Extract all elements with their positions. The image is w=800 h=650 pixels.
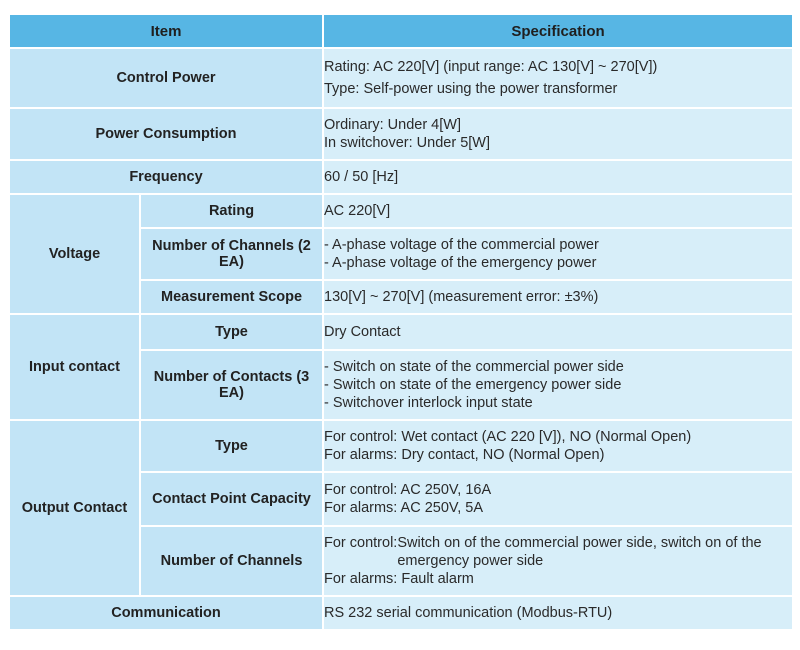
control-power-value: [323, 48, 793, 108]
output-channels-control-text: [397, 534, 792, 570]
power-consumption-switchover: In switchover: Under 5[W]: [324, 135, 490, 151]
contact-capacity-label: Contact Point Capacity: [140, 472, 323, 526]
output-contact-type-value: [323, 420, 793, 472]
input-contact-emergency: - Switch on state of the emergency power side: [324, 377, 622, 393]
table-row: [9, 314, 793, 350]
output-contact-label: Output Contact: [9, 420, 140, 596]
output-channels-control-line2: emergency power side: [397, 553, 544, 569]
table-row: [9, 160, 793, 194]
input-contact-type-value: Dry Contact: [323, 314, 793, 350]
table-row: [9, 48, 793, 108]
voltage-scope-label: Measurement Scope: [140, 280, 323, 314]
input-contact-label: Input contact: [9, 314, 140, 420]
capacity-control: For control: AC 250V, 16A: [324, 482, 492, 498]
input-contact-commercial: - Switch on state of the commercial power side: [324, 359, 624, 375]
table-row: [9, 108, 793, 160]
voltage-scope-value: 130[V] ~ 270[V] (measurement error: ±3%): [323, 280, 793, 314]
output-channels-label: Number of Channels: [140, 526, 323, 596]
output-channels-control: [324, 534, 792, 570]
input-contacts-count-label: Number of Contacts (3 EA): [140, 350, 323, 420]
frequency-value: 60 / 50 [Hz]: [323, 160, 793, 194]
contact-capacity-value: [323, 472, 793, 526]
output-channels-alarms: For alarms: Fault alarm: [324, 571, 474, 587]
output-type-alarms: For alarms: Dry contact, NO (Normal Open): [324, 447, 605, 463]
voltage-rating-value: AC 220[V]: [323, 194, 793, 228]
input-contacts-value: [323, 350, 793, 420]
table-row: [9, 420, 793, 472]
control-power-rating: Rating: AC 220[V] (input range: AC 130[V] ~ 270[V]): [324, 59, 658, 75]
power-consumption-value: [323, 108, 793, 160]
voltage-channels-value: [323, 228, 793, 280]
specification-table: [8, 13, 794, 631]
power-consumption-label: Power Consumption: [9, 108, 323, 160]
output-channels-control-line1: Switch on of the commercial power side, switch on of the: [397, 535, 762, 551]
header-item: Item: [9, 14, 323, 48]
output-channels-value: [323, 526, 793, 596]
control-power-type: Type: Self-power using the power transformer: [324, 81, 618, 97]
voltage-channel-commercial: - A-phase voltage of the commercial power: [324, 237, 599, 253]
voltage-channels-label: Number of Channels (2 EA): [140, 228, 323, 280]
header-specification: Specification: [323, 14, 793, 48]
control-power-label: Control Power: [9, 48, 323, 108]
spec-table-container: [8, 13, 794, 631]
communication-label: Communication: [9, 596, 323, 630]
header-row: [9, 14, 793, 48]
power-consumption-ordinary: Ordinary: Under 4[W]: [324, 117, 461, 133]
output-channels-control-lead: For control:: [324, 535, 398, 551]
voltage-label: Voltage: [9, 194, 140, 314]
table-row: [9, 596, 793, 630]
voltage-channel-emergency: - A-phase voltage of the emergency power: [324, 255, 597, 271]
capacity-alarms: For alarms: AC 250V, 5A: [324, 500, 484, 516]
output-contact-type-label: Type: [140, 420, 323, 472]
communication-value: RS 232 serial communication (Modbus-RTU): [323, 596, 793, 630]
input-contact-type-label: Type: [140, 314, 323, 350]
input-contact-interlock: - Switchover interlock input state: [324, 395, 533, 411]
frequency-label: Frequency: [9, 160, 323, 194]
table-row: [9, 194, 793, 228]
voltage-rating-label: Rating: [140, 194, 323, 228]
output-type-control: For control: Wet contact (AC 220 [V]), NO (Normal Open): [324, 429, 692, 445]
